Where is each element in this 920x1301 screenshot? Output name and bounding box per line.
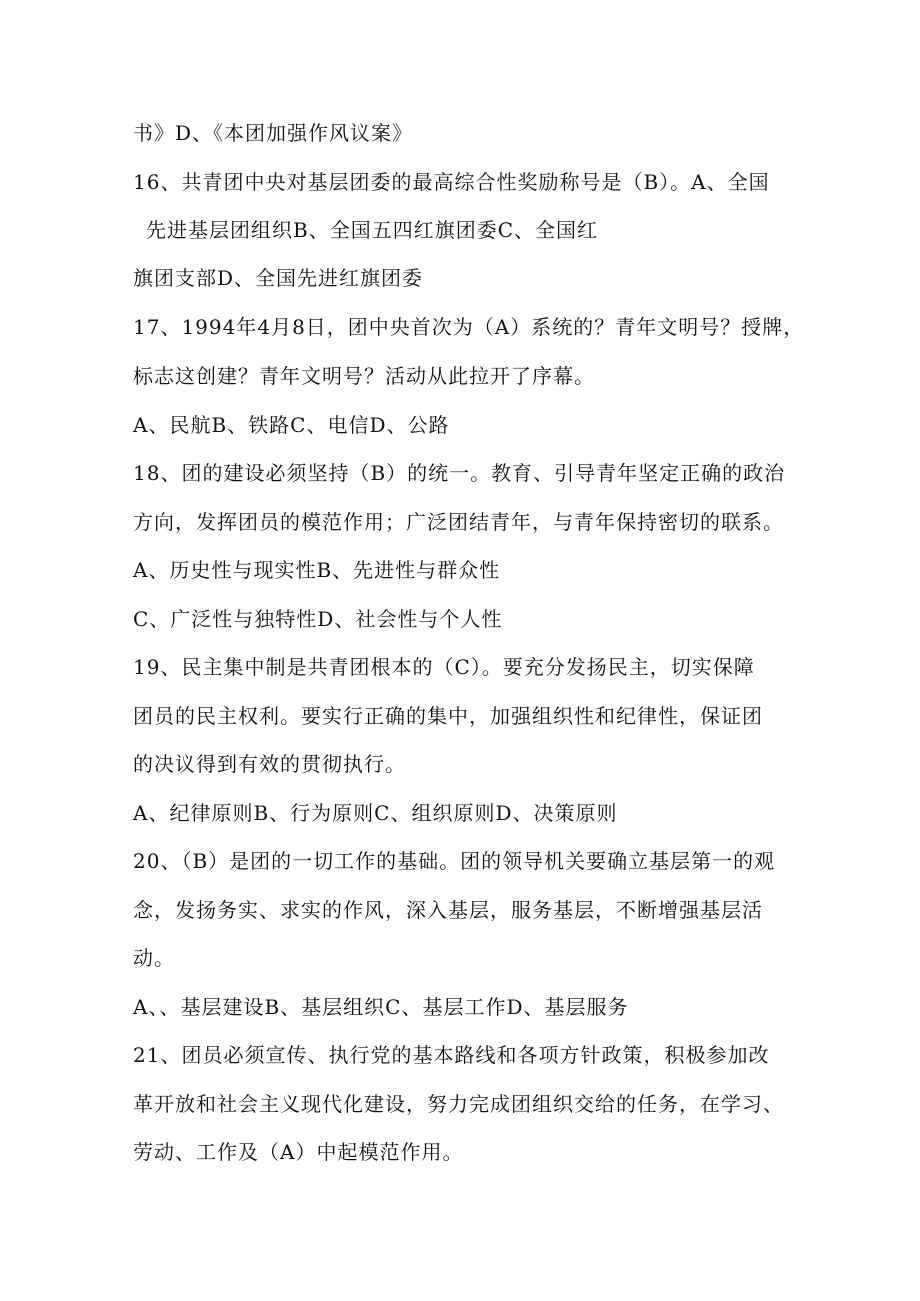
text-line: 19、民主集中制是共青团根本的（C）。要充分发扬民主，切实保障	[133, 655, 755, 679]
text-line: A、纪律原则B、行为原则C、组织原则D、决策原则	[133, 801, 618, 825]
text-line: 20、（B）是团的一切工作的基础。团的领导机关要确立基层第一的观	[133, 849, 776, 873]
text-line: 21、团员必须宣传、执行党的基本路线和各项方针政策，积极参加改	[133, 1043, 770, 1067]
text-line: C、广泛性与独特性D、社会性与个人性	[133, 607, 503, 631]
text-line: 18、团的建设必须坚持（B）的统一。教育、引导青年坚定正确的政治	[133, 461, 786, 485]
text-line: A、、基层建设B、基层组织C、基层工作D、基层服务	[133, 995, 629, 1019]
text-line: 16、共青团中央对基层团委的最高综合性奖励称号是（B）。A、全国	[133, 170, 770, 194]
text-line: A、民航B、铁路C、电信D、公路	[133, 413, 450, 437]
text-line: 劳动、工作及（A）中起模范作用。	[133, 1140, 464, 1164]
text-line: 方向，发挥团员的模范作用；广泛团结青年，与青年保持密切的联系。	[133, 510, 784, 534]
text-line: 书》D、《本团加强作风议案》	[133, 121, 414, 145]
text-line: 先进基层团组织B、全国五四红旗团委C、全国红	[146, 218, 598, 242]
text-line: A、历史性与现实性B、先进性与群众性	[133, 558, 501, 582]
text-line: 团员的民主权利。要实行正确的集中，加强组织性和纪律性，保证团	[133, 704, 763, 728]
text-line: 的决议得到有效的贯彻执行。	[133, 752, 406, 776]
text-line: 革开放和社会主义现代化建设，努力完成团组织交给的任务，在学习、	[133, 1092, 784, 1116]
text-line: 念，发扬务实、求实的作风，深入基层，服务基层，不断增强基层活	[133, 898, 763, 922]
text-line: 标志这创建？青年文明号？活动从此拉开了序幕。	[133, 364, 595, 388]
text-line: 旗团支部D、全国先进红旗团委	[133, 266, 424, 290]
text-line: 动。	[133, 946, 175, 970]
text-line: 17、1994年4月8日，团中央首次为（A）系统的？青年文明号？授牌，	[133, 315, 805, 339]
